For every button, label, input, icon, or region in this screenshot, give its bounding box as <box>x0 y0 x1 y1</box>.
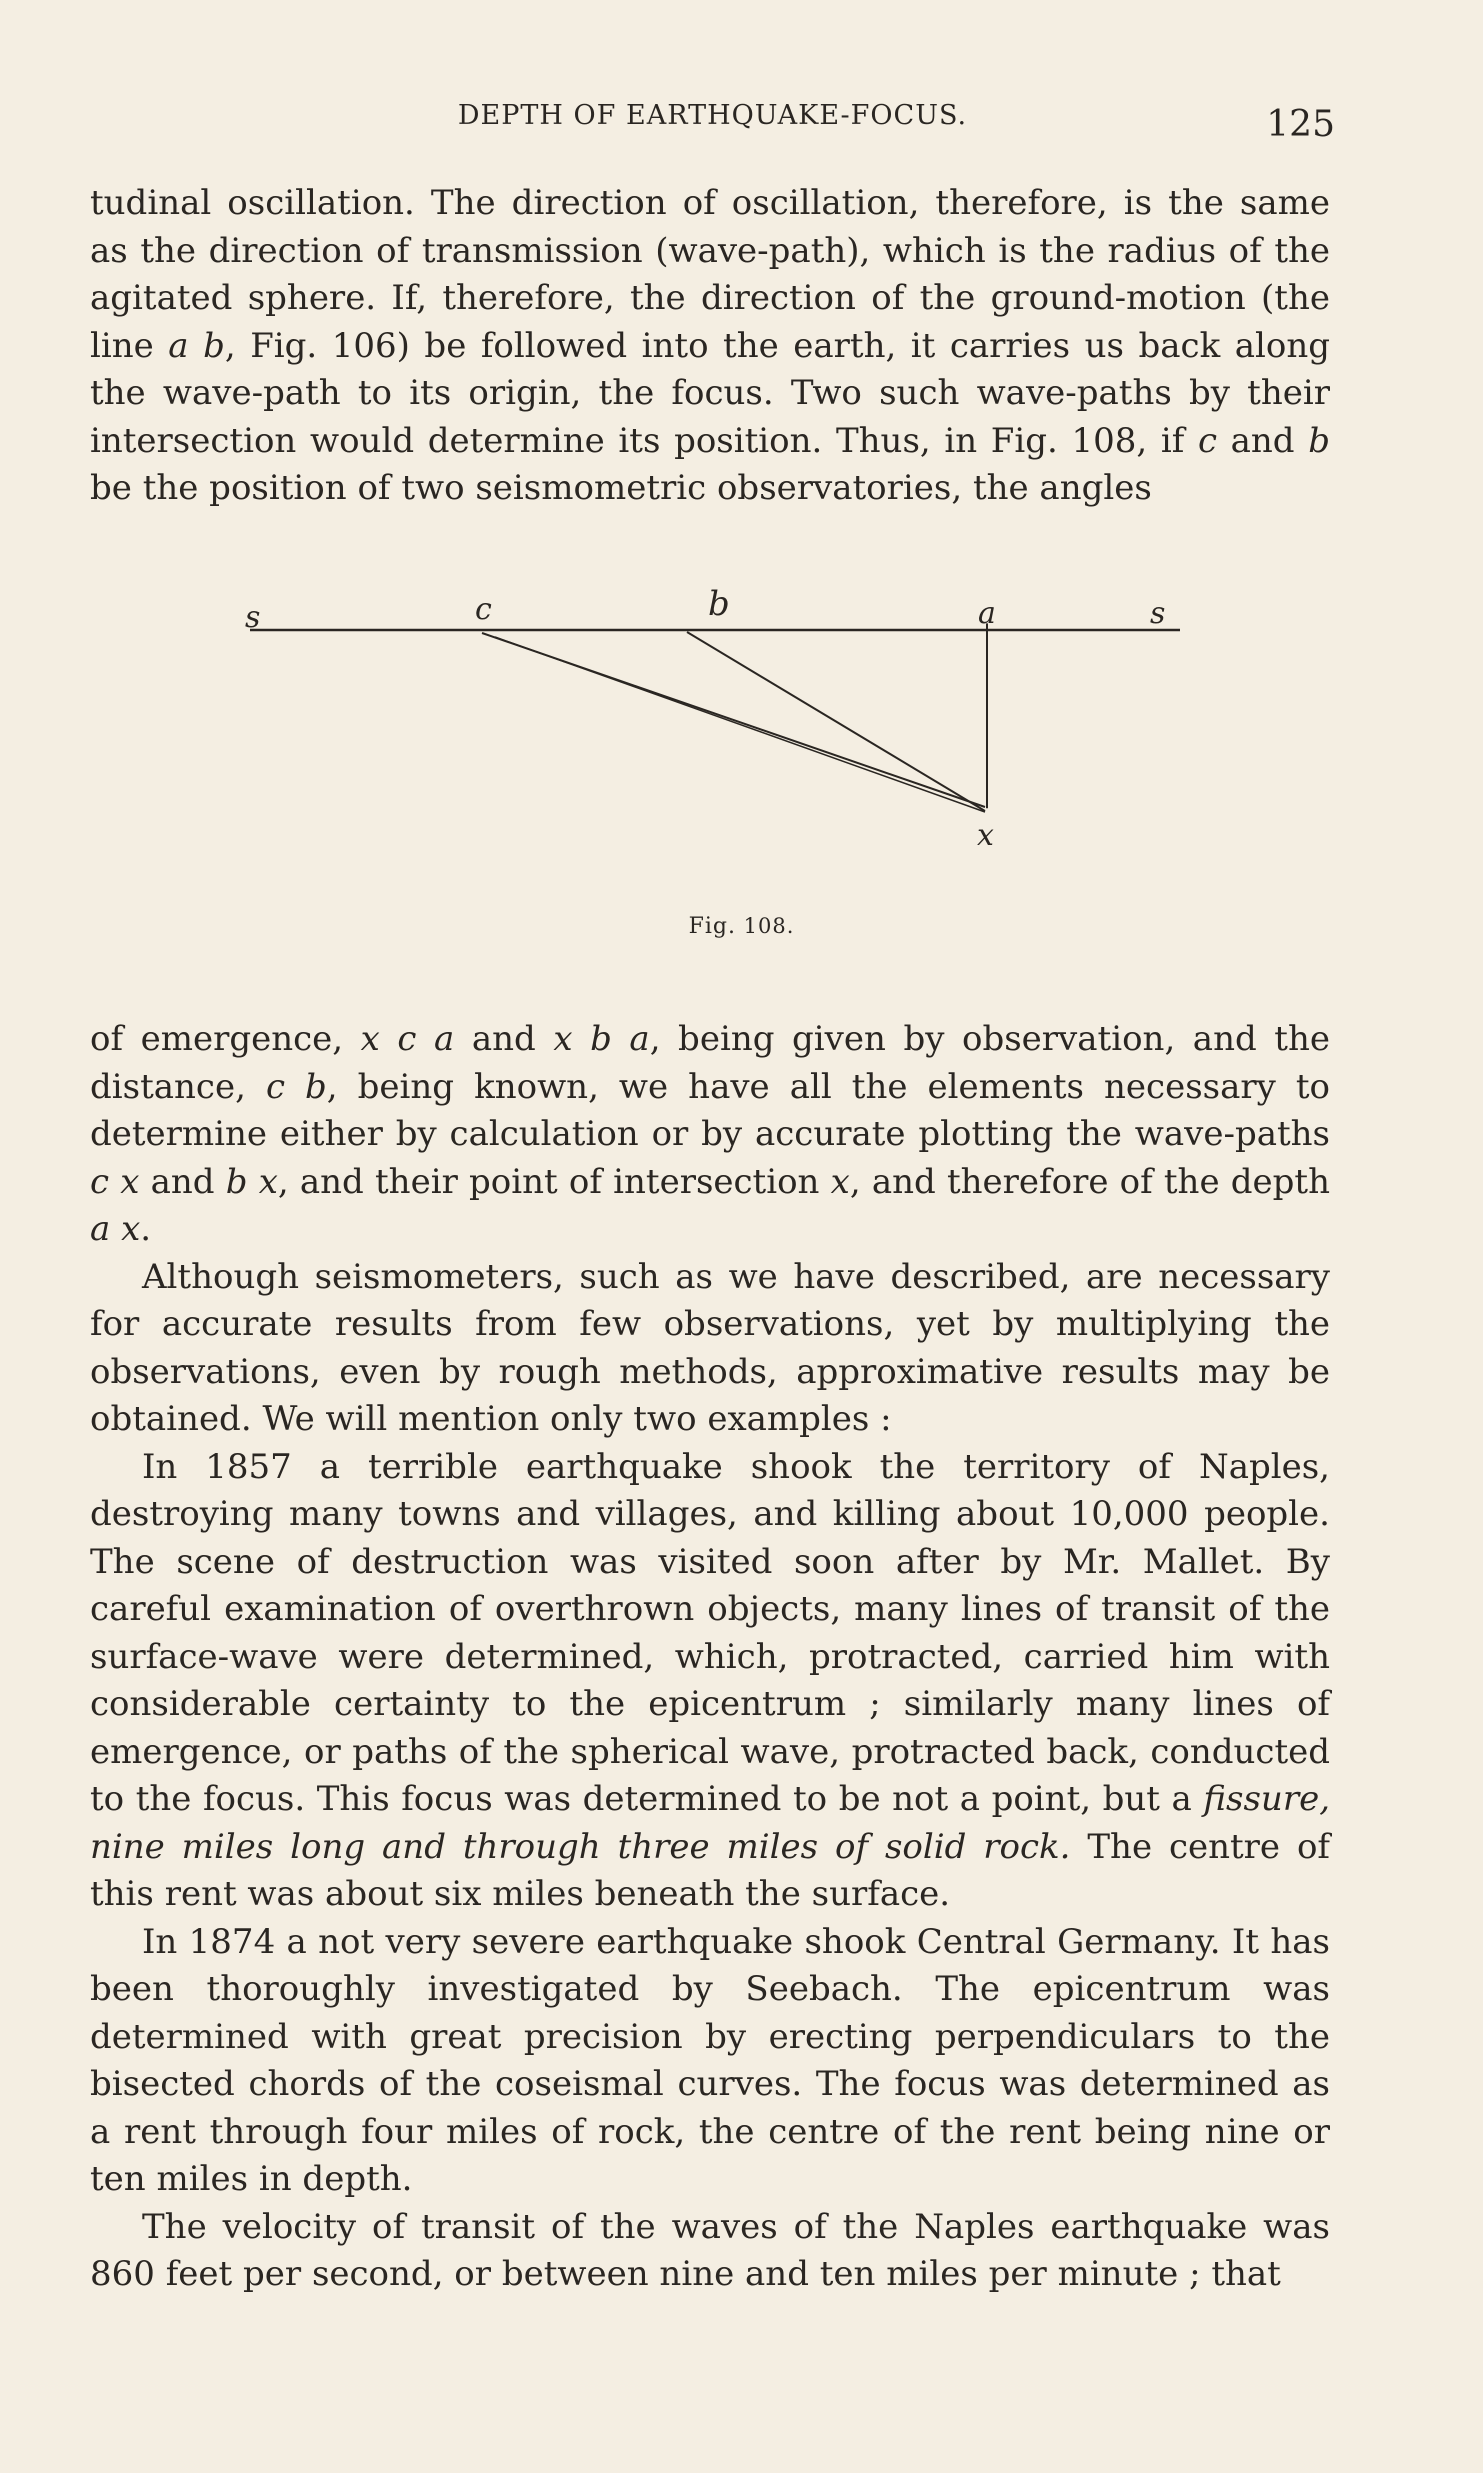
paragraph-5: In 1874 a not very severe earthquake shook Central Germany. It has been thoroughly investigated by Seebach. The epicentrum was determined with great precision by erecting perpendiculars to the bisected chords of the coseismal curves. The focus was determined as a rent through four miles of rock, the centre of the rent being nine or ten miles in depth. <box>90 1921 1330 2199</box>
seismic-diagram <box>225 575 1205 853</box>
label-s-right: s <box>1150 596 1166 631</box>
text-block-top <box>90 180 1330 513</box>
label-c: c <box>475 592 492 627</box>
running-head: DEPTH OF EARTHQUAKE-FOCUS. <box>457 100 968 131</box>
figure-caption <box>0 914 1483 939</box>
page-header <box>90 100 1335 160</box>
caption-number: 108. <box>743 914 795 938</box>
paragraph-4: In 1857 a terrible earthquake shook the territory of Naples, destroying many towns and villages, and killing about 10,000 people. The scene of destruction was visited soon after by Mr. Mallet. By careful examination of overthrown objects, many lines of transit of the surface-wave were determined, which, protracted, carried him with considerable certainty to the epicentrum ; similarly many lines of emergence, or paths of the spherical wave, protracted back, conducted to the focus. This focus was determined to be not a point, but a fissure, nine miles long and through three miles of solid rock. The centre of this rent was about six miles beneath the surface. <box>90 1446 1331 1914</box>
label-a: a <box>978 596 996 631</box>
paragraph-3: Although seismometers, such as we have described, are necessary for accurate results from few observations, yet by multiplying the observations, even by rough methods, approximative results may be obtained. We will mention only two examples : <box>90 1256 1330 1439</box>
paragraph-6: The velocity of transit of the waves of the Naples earthquake was 860 feet per second, or between nine and ten miles per minute ; that <box>90 2206 1330 2294</box>
label-x: x <box>977 818 994 853</box>
paragraph-2: of emergence, x c a and x b a, being given by observation, and the distance, c b, being known, we have all the elements necessary to determine either by calculation or by accurate plotting the wave-paths c x and b x, and their point of intersection x, and therefore of the depth a x. <box>90 1019 1331 1249</box>
text-block-bottom <box>90 1016 1330 2299</box>
caption-prefix: Fig. <box>688 914 736 939</box>
label-s-left: s <box>245 600 261 635</box>
paragraph-1: tudinal oscillation. The direction of oscillation, therefore, is the same as the direction of transmission (wave-path), which is the radius of the agitated sphere. If, therefore, the direction of the ground-motion (the line a b, Fig. 106) be followed into the earth, it carries us back along the wave-path to its origin, the focus. Two such wave-paths by their intersection would determine its position. Thus, in Fig. 108, if c and b be the position of two seismometric observatories, the angles <box>90 183 1330 508</box>
page-number: 125 <box>1266 104 1335 145</box>
label-b: b <box>708 584 730 624</box>
figure-108 <box>225 575 1205 853</box>
